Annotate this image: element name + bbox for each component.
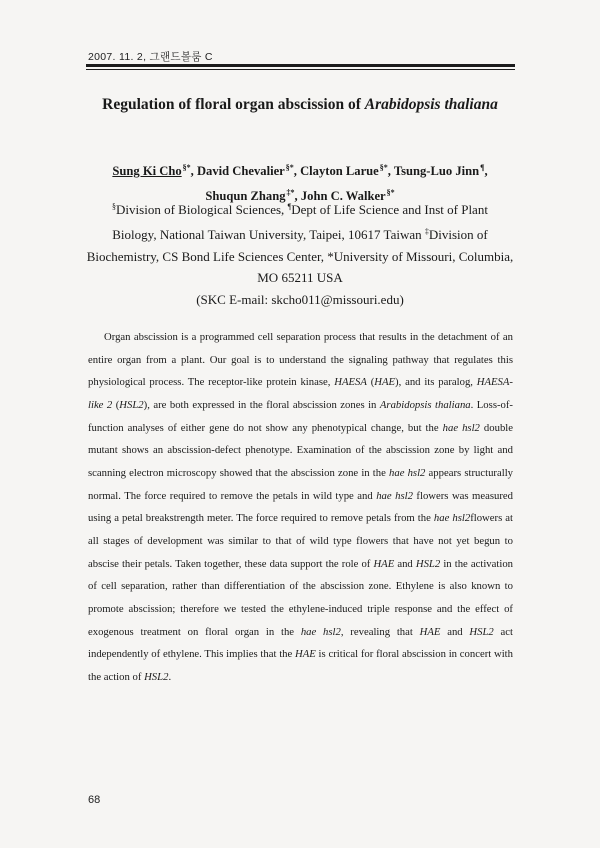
affil-text: Biology, National Taiwan University, Taipei, 10617 Taiwan	[112, 226, 425, 242]
author-line-2: Shuqun Zhang‡*, John C. Walker§*	[205, 188, 395, 203]
author-sup: §*	[379, 163, 388, 172]
affil-text: Division of Biological Sciences,	[116, 202, 288, 217]
abstract-text: double mutant shows an abscission-defect phenotype. Examination of the abscission zone by light and scanning electron microscopy showed that the abscission zone in the	[88, 421, 513, 479]
abstract-text: act independently of ethylene. This implies that the	[88, 625, 513, 661]
paper-title	[60, 96, 540, 114]
author-name: Shuqun Zhang	[205, 189, 286, 203]
abstract-italic-term: Arabidopsis thaliana	[379, 398, 471, 411]
abstract-text: and	[440, 625, 470, 638]
affiliation-line-1	[70, 196, 530, 221]
abstract-italic-term: hae hsl2	[376, 489, 413, 502]
abstract-text: flowers at all stages of development was similar to that of wild type flowers that have not yet begun to abscise their petals. Taken together, these data support the role of	[88, 512, 513, 570]
contact-email: (SKC E-mail: skcho011@missouri.edu)	[196, 292, 404, 308]
affil-symbol: ¶	[287, 202, 292, 211]
abstract-text: and	[394, 557, 416, 570]
abstract-text: (	[112, 398, 120, 411]
affil-symbol: ‡	[424, 226, 429, 236]
abstract-italic-term: HAE	[419, 625, 441, 638]
abstract-text: ), are both expressed in the floral abscission zones in	[143, 398, 380, 411]
abstract-text: in the activation of cell separation, rather than differentiation of the abscission zone. Ethylene is also known to promote abscission; therefore we tested the ethylene-induced triple response and the effect of exogenous treatment on floral organ in the	[88, 557, 514, 638]
title-species: Arabidopsis thaliana	[364, 96, 498, 113]
abstract-text: , revealing that	[340, 625, 420, 638]
header-rule-thick	[86, 64, 515, 67]
abstract-italic-term: hae hsl2	[300, 625, 341, 638]
abstract-italic-term: HSL2	[415, 557, 441, 570]
author-name: John C. Walker	[300, 189, 386, 203]
affil-symbol: §	[112, 202, 117, 211]
page-number: 68	[88, 794, 101, 806]
abstract-text: ), and its paralog,	[395, 376, 477, 389]
author-sup: §*	[386, 188, 395, 197]
header-rule-thin	[86, 69, 515, 70]
running-head: 2007. 11. 2, 그랜드볼룸 C	[88, 51, 213, 63]
affiliations	[70, 196, 530, 311]
abstract-italic-term: hae hsl2	[442, 421, 480, 434]
abstract-italic-term: HSL2	[119, 398, 144, 411]
abstract-text: . Loss-of-function analyses of either gene do not show any phenotypical change, but the	[88, 398, 513, 434]
abstract-text: Organ abscission is a programmed cell separation process that results in the detachment of an entire organ from a plant. Our goal is to understand the signaling pathway that regulates this physiological process. The receptor-like protein kinase,	[88, 331, 513, 389]
abstract-italic-term: hae hsl2	[433, 512, 471, 525]
affiliation-line-2	[70, 221, 530, 246]
abstract-italic-term: HAE	[374, 376, 396, 389]
author-sup: §*	[182, 163, 191, 172]
abstract-text: .	[168, 670, 172, 683]
author-name: David Chevalier	[196, 164, 285, 178]
abstract-text: (	[366, 376, 375, 389]
abstract-text: appears structurally normal. The force required to remove the petals in wild type and	[88, 466, 514, 502]
abstract-italic-term: HAE	[373, 557, 395, 570]
author-sup: ¶	[480, 163, 485, 172]
affil-text: Division of	[428, 226, 488, 242]
affil-text: Dept of Life Science and Inst of Plant	[291, 202, 488, 217]
author-sup: ‡*	[286, 188, 295, 197]
affiliation-line-3: Biochemistry, CS Bond Life Sciences Center, *University of Missouri, Columbia,	[86, 248, 514, 264]
author-name: Tsung-Luo Jinn	[393, 164, 480, 178]
author-line-1: Sung Ki Cho§*, David Chevalier§*, Clayton Larue§*, Tsung-Luo Jinn¶,	[112, 163, 488, 178]
abstract-body	[88, 326, 513, 689]
abstract-text: flowers was measured using a petal breakstrength meter. The force required to remove petals from the	[88, 489, 514, 525]
affiliation-line-4: MO 65211 USA	[257, 270, 343, 286]
abstract-italic-term: HSL2	[144, 670, 169, 683]
author-name: Sung Ki Cho	[112, 164, 182, 178]
abstract-text: is critical for floral abscission in concert with the action of	[88, 648, 513, 683]
author-sup: §*	[285, 163, 294, 172]
abstract-italic-term: HAESA	[334, 376, 367, 389]
author-name: Clayton Larue	[300, 164, 379, 178]
abstract-italic-term: HSL2	[469, 625, 494, 638]
title-main: Regulation of floral organ abscission of	[102, 96, 365, 113]
abstract-italic-term: hae hsl2	[389, 466, 426, 479]
abstract-italic-term: HAE	[295, 648, 316, 661]
abstract-italic-term: HAESA-like 2	[88, 376, 513, 411]
